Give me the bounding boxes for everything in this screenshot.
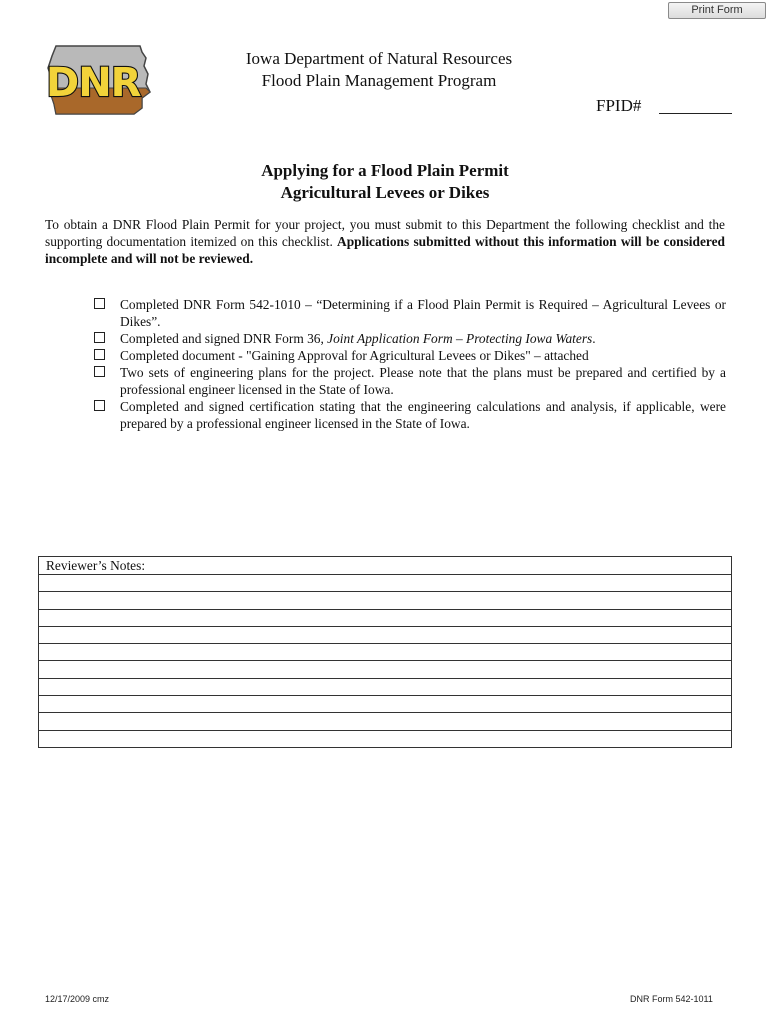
notes-line[interactable] xyxy=(39,661,731,678)
notes-line[interactable] xyxy=(39,592,731,609)
notes-line[interactable] xyxy=(39,610,731,627)
notes-line[interactable] xyxy=(39,713,731,730)
fpid-label: FPID# xyxy=(596,96,642,115)
checkbox[interactable] xyxy=(94,332,105,343)
reviewer-notes-label: Reviewer’s Notes: xyxy=(39,557,731,575)
intro-text: To obtain a DNR Flood Plain Permit for your project, you must submit to this Department the following checklist and the supporting documentation itemized on this checklist. xyxy=(45,217,725,249)
checkbox[interactable] xyxy=(94,298,105,309)
notes-line[interactable] xyxy=(39,679,731,696)
checklist-item-text: Completed document - "Gaining Approval for Agricultural Levees or Dikes" – attached xyxy=(120,348,589,363)
checklist-item xyxy=(92,330,726,347)
program-name: Flood Plain Management Program xyxy=(261,71,497,90)
checkbox[interactable] xyxy=(94,400,105,411)
checklist-item xyxy=(92,296,726,330)
checklist-item-text xyxy=(120,331,596,346)
print-form-button[interactable]: Print Form xyxy=(668,2,766,19)
agency-header xyxy=(200,48,558,92)
footer-form-number: DNR Form 542-1011 xyxy=(630,994,713,1004)
fpid-field[interactable] xyxy=(659,113,732,114)
checklist-item-text: Two sets of engineering plans for the project. Please note that the plans must be prepared and certified by a professional engineer licensed in the State of Iowa. xyxy=(120,365,726,397)
checkbox[interactable] xyxy=(94,349,105,360)
requirements-checklist xyxy=(92,296,726,432)
checklist-item xyxy=(92,398,726,432)
page-title xyxy=(160,160,610,204)
checklist-item-text: Completed DNR Form 542-1010 – “Determining if a Flood Plain Permit is Required – Agricultural Levees or Dikes”. xyxy=(120,297,726,329)
notes-line[interactable] xyxy=(39,627,731,644)
dnr-logo xyxy=(42,44,154,116)
dnr-logo-text: DNR xyxy=(46,60,141,106)
notes-line[interactable] xyxy=(39,644,731,661)
checklist-item xyxy=(92,364,726,398)
checkbox[interactable] xyxy=(94,366,105,377)
footer-date: 12/17/2009 cmz xyxy=(45,994,110,1004)
title-line-1: Applying for a Flood Plain Permit xyxy=(261,161,509,180)
checklist-item-text: Completed and signed certification stating that the engineering calculations and analysis, if applicable, were prepared by a professional engineer licensed in the State of Iowa. xyxy=(120,399,726,431)
reviewer-notes-box xyxy=(38,556,732,748)
notes-line[interactable] xyxy=(39,696,731,713)
title-line-2: Agricultural Levees or Dikes xyxy=(280,183,490,202)
intro-paragraph xyxy=(45,216,725,267)
notes-line[interactable] xyxy=(39,575,731,592)
checklist-item-suffix: . xyxy=(592,331,596,346)
intro-warning: Applications submitted without this information will be considered incomplete and will not be reviewed. xyxy=(45,234,726,266)
form-title-italic: Joint Application Form – Protecting Iowa Waters xyxy=(327,331,593,346)
agency-name: Iowa Department of Natural Resources xyxy=(245,49,513,68)
notes-line[interactable] xyxy=(39,731,731,747)
checklist-item-prefix: Completed and signed DNR Form 36, xyxy=(120,331,328,346)
checklist-item xyxy=(92,347,726,364)
